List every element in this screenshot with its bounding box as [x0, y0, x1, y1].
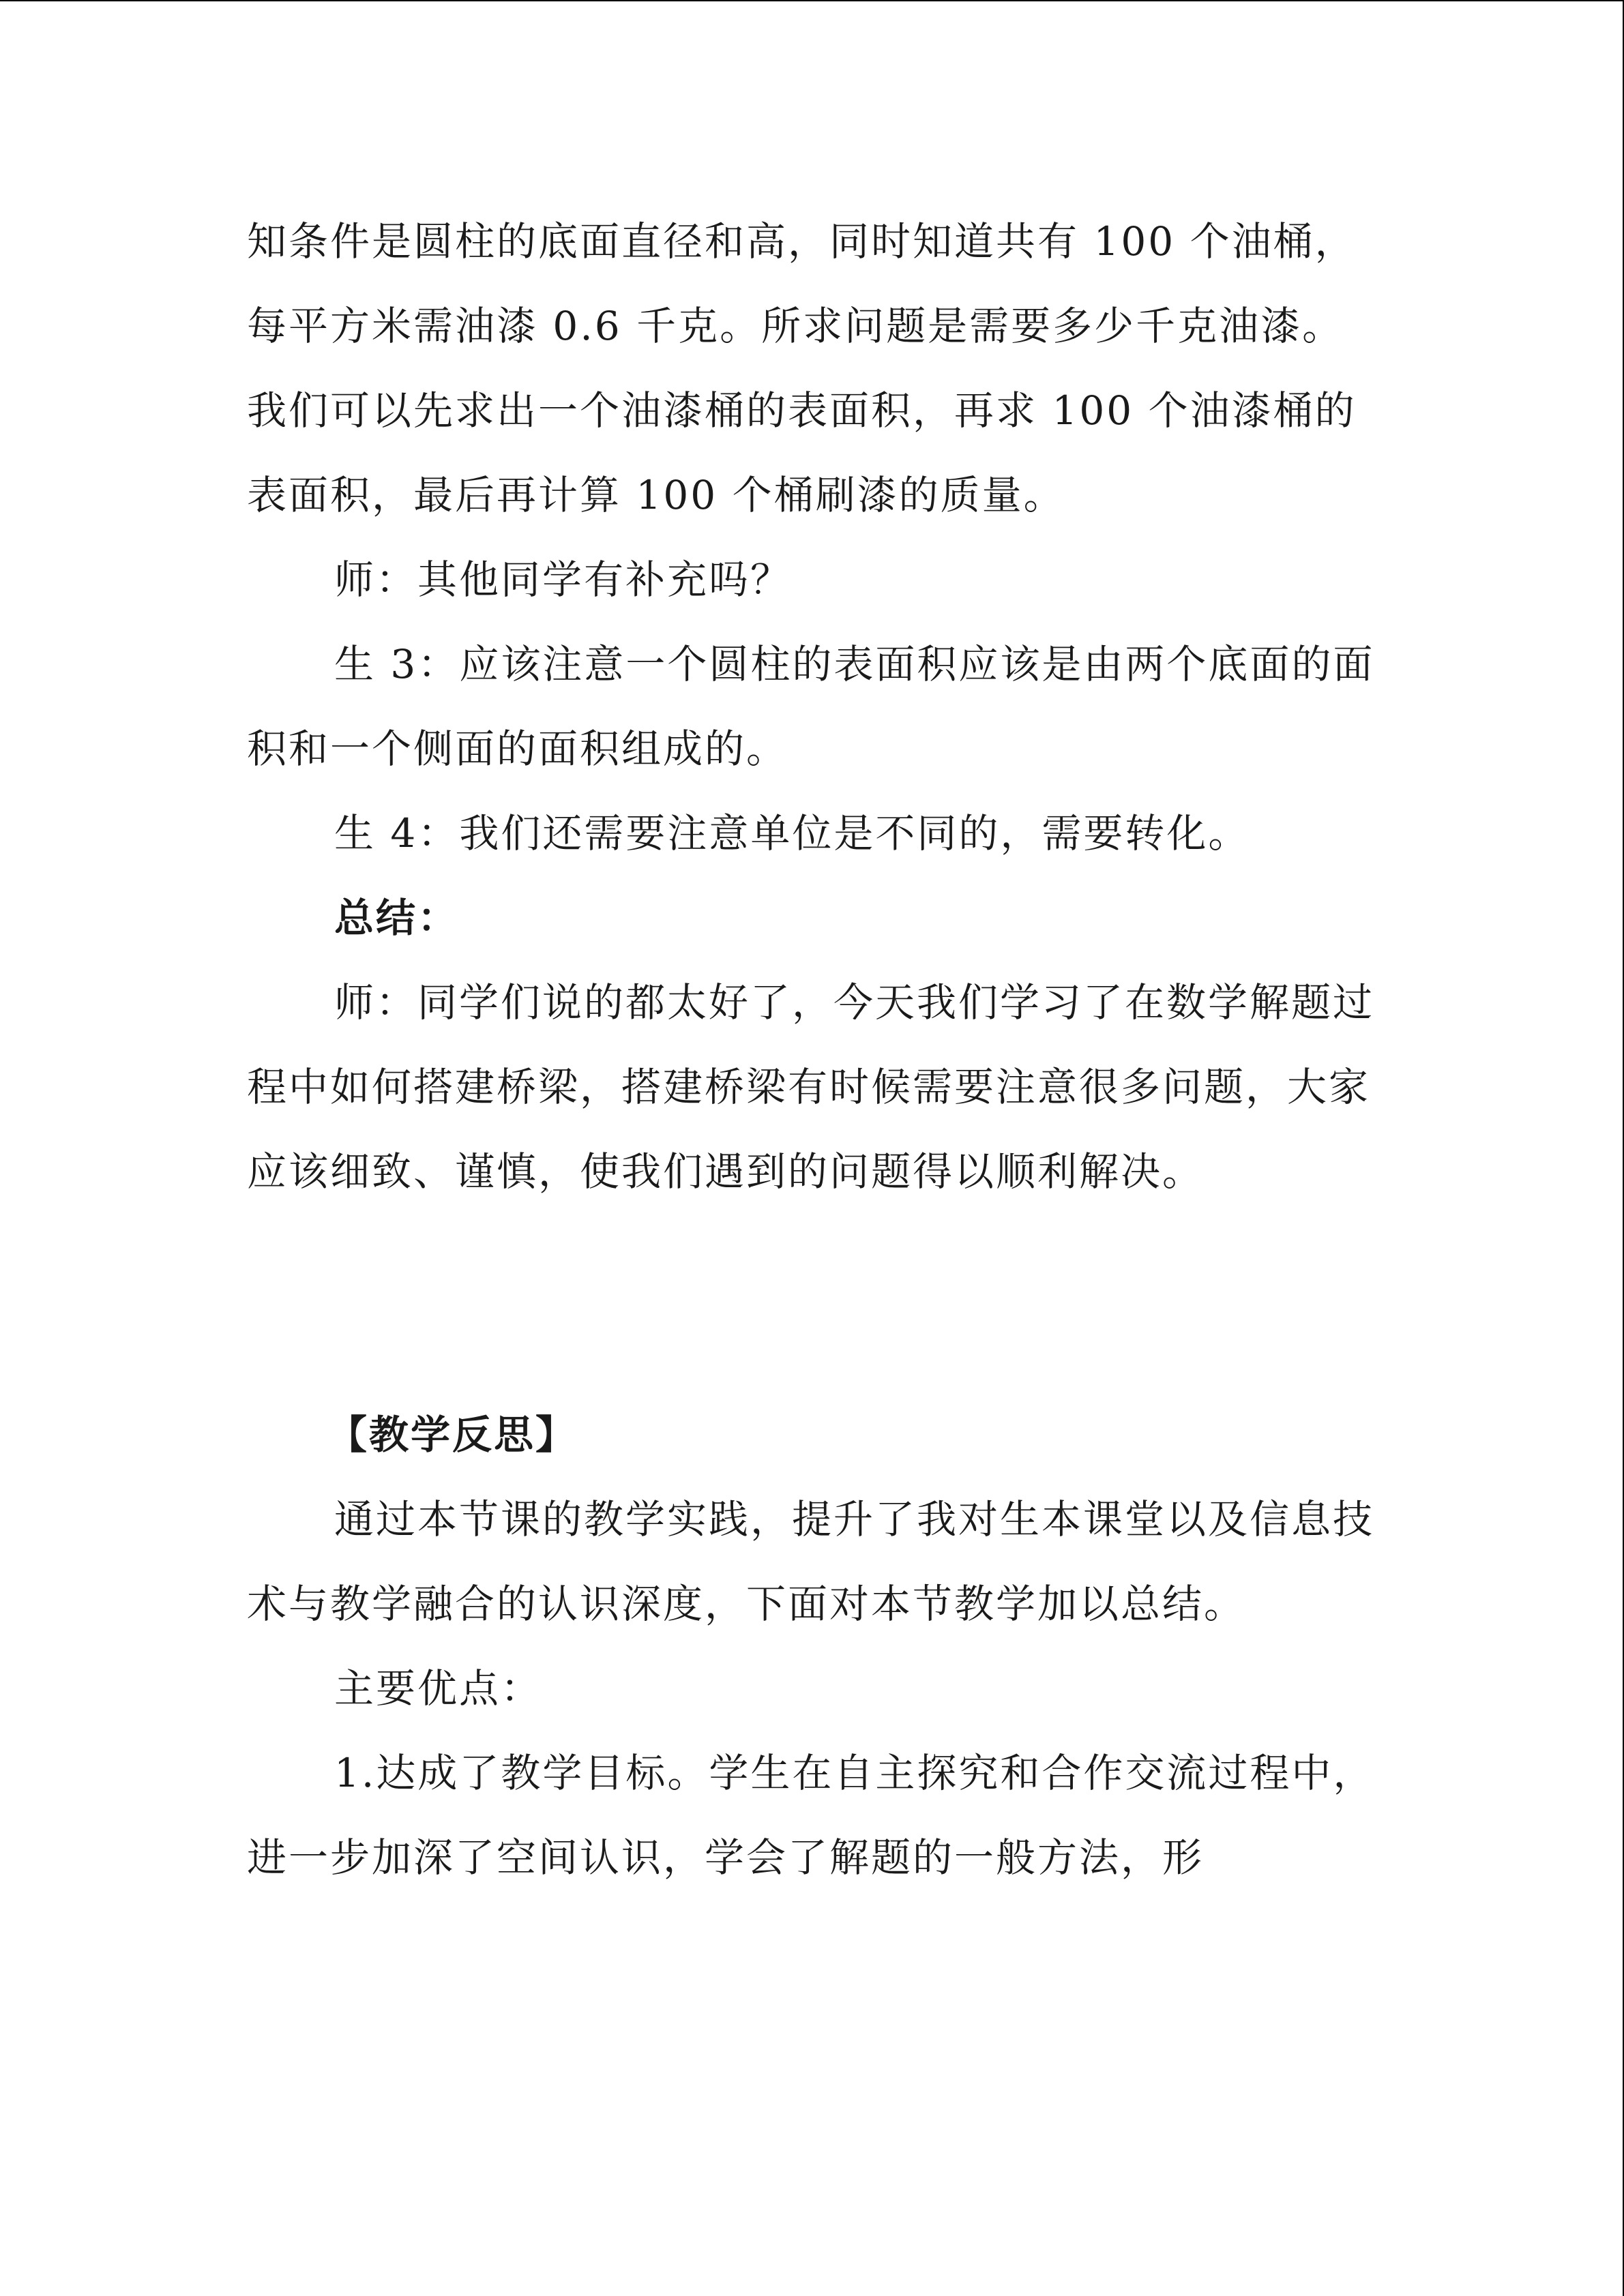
teacher-question: 师：其他同学有补充吗？ [334, 556, 793, 603]
student-3-answer: 生 3：应该注意一个圆柱的表面积应该是由两个底面的面积和一个侧面的面积组成的。 [247, 641, 1375, 772]
summary-heading: 总结： [334, 895, 460, 941]
section-spacer [247, 1214, 1379, 1392]
strength-item-1: 1.达成了教学目标。学生在自主探究和合作交流过程中，进一步加深了空间认识，学会了解题的一般方法，形 [247, 1750, 1375, 1881]
summary-paragraph: 师：同学们说的都太好了，今天我们学习了在数学解题过程中如何搭建桥梁，搭建桥梁有时候需要注意很多问题，大家应该细致、谨慎，使我们遇到的问题得以顺利解决。 [247, 979, 1375, 1195]
body-paragraph: 知条件是圆柱的底面直径和高，同时知道共有 100 个油桶，每平方米需油漆 0.6 千克。所求问题是需要多少千克油漆。我们可以先求出一个油漆桶的表面积，再求 100 个油漆桶的表面积，最后再计算 100 个桶刷漆的质量。 [247, 218, 1357, 518]
reflection-heading: 【教学反思】 [327, 1412, 578, 1458]
document-page [247, 199, 1379, 1900]
main-strengths-label: 主要优点： [334, 1665, 543, 1712]
student-4-answer: 生 4：我们还需要注意单位是不同的，需要转化。 [334, 810, 1250, 856]
page-top-border [0, 0, 1624, 1]
reflection-intro: 通过本节课的教学实践，提升了我对生本课堂以及信息技术与教学融合的认识深度，下面对本节教学加以总结。 [247, 1496, 1375, 1627]
